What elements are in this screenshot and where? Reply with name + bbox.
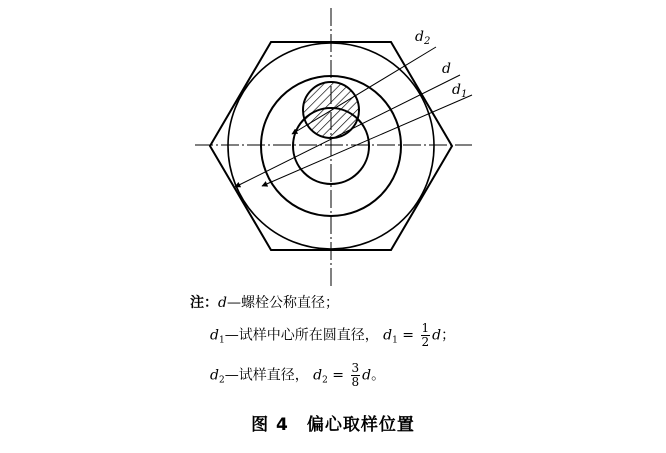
note2-end: ；	[441, 327, 456, 344]
note3-end: 。	[371, 367, 386, 384]
figure-caption	[0, 410, 666, 435]
note3-eq-sub: 2	[322, 375, 328, 386]
note-line-3	[210, 362, 385, 390]
note-line-1	[190, 294, 339, 312]
label-d1: $d_1$	[452, 82, 468, 100]
note2-text: 试样中心所在圆直径，	[238, 327, 379, 344]
note2-symbol: d	[210, 327, 219, 344]
note3-symbol: d	[210, 367, 219, 384]
label-d: d	[442, 61, 451, 77]
label-d2: $d_2$	[415, 29, 431, 47]
note3-frac-den: 8	[351, 375, 360, 389]
note1-symbol: d	[218, 295, 227, 311]
note2-sub: 1	[218, 335, 225, 346]
note1-dash: —	[226, 295, 241, 311]
note-prefix: 注：	[190, 295, 218, 311]
note3-dash: —	[224, 367, 239, 384]
note2-eq-sign: =	[397, 327, 419, 344]
note3-eq-sign: =	[327, 367, 349, 384]
caption-number: 图 4	[251, 415, 289, 435]
note2-frac-den: 2	[421, 335, 430, 349]
note1-text: 螺栓公称直径；	[240, 295, 339, 311]
note3-eq-lhs: d	[313, 367, 323, 384]
note3-text: 试样直径，	[238, 367, 309, 384]
note3-fraction	[351, 362, 361, 389]
note2-dash: —	[224, 327, 239, 344]
note2-frac-num: 1	[421, 321, 430, 335]
note3-sub: 2	[218, 375, 225, 386]
note2-fraction	[421, 322, 431, 349]
note3-eq-tail: d	[362, 367, 372, 384]
note3-frac-num: 3	[351, 361, 360, 375]
note2-eq-lhs: d	[383, 327, 393, 344]
note2-eq-sub: 1	[392, 335, 398, 346]
note2-eq-tail: d	[432, 327, 442, 344]
caption-title: 偏心取样位置	[306, 415, 415, 435]
note-line-2	[210, 322, 455, 350]
